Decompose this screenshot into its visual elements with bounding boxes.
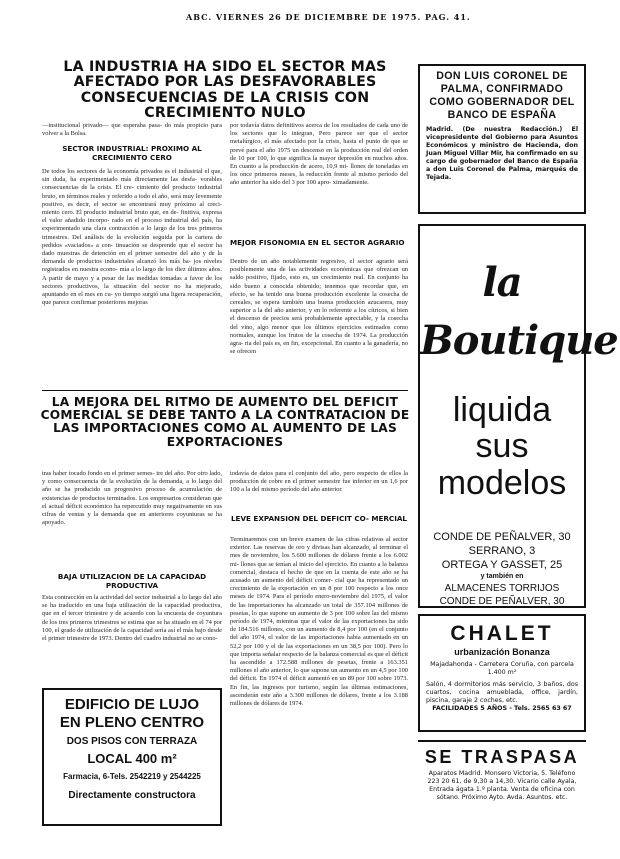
coronel-title: DON LUIS CORONEL DE PALMA, CONFIRMADO COMO GOBERNADOR DEL BANCO DE ESPAÑA xyxy=(429,70,575,121)
chalet-location: Majadahonda - Carretera Coruña, con parcela 1.400 m² xyxy=(430,661,574,676)
coronel-dateline: Madrid. (De nuestra Redacción.) xyxy=(426,126,563,133)
traspasa-title: SE TRASPASA xyxy=(424,747,580,767)
article1-col1: De todos los sectores de la economía privados es el industrial el que, sin duda, ha experimentado más directamente las desfa- vorables consecuencias de la crisis. El cre- cimiento del producto industrial bruto, en términos reales y referido a todo el año, será muy levemente positivo, es decir, el sector se encontrará muy próximo al creci- miento cero. El producto industrial bruto que, en de- finitiva, expresa el valor añadido incorpo- rado en el proceso industrial del país, ha experimentado una clara contracción a lo largo de los tres primeros trimestres. Del análisis de la evolución seguida por la cartera de pedidos «vaciados» a con- tinuación se desprende que el sector ha dado muestras de detención en el primer semestre del año y de la demanda de productos industriales alcanzó los más ba- jos niveles registrados en nuestra econo- mía a lo largo de los diez últimos años. A partir de mayo y a pesar de las medidas tomadas a favor de los sectores productivos, la situación del sector no ha mejorado, apuntando en el mes en cu- yo tiempo surgió una ligera recuperación, que parece confirmar posteriores mejoras xyxy=(42,168,222,307)
ad-se-traspasa xyxy=(418,740,586,814)
ad-lujo-line1: EDIFICIO DE LUJO xyxy=(64,696,200,713)
boutique-modelos: modelos xyxy=(437,464,567,502)
headline-industria: LA INDUSTRIA HA SIDO EL SECTOR MAS AFECTADO POR LAS DESFAVORABLES CONSECUENCIAS DE LA CRISIS CON CRECIMIENTO NULO xyxy=(63,59,387,121)
boutique-tambien: y también en xyxy=(480,573,524,580)
ad-lujo-line4: LOCAL 400 m² xyxy=(87,751,177,766)
boutique-address-3: ORTEGA Y GASSET, 25 xyxy=(441,559,563,571)
chalet-title: CHALET xyxy=(450,622,554,645)
article2-col2: todavía de datos para el conjunto del año, pero respecto de ellos la producción de cobre en el primer semestre fue inferior en un 1,6 por 100 a la del mismo período del año anterior. xyxy=(230,470,408,494)
coronel-body: El vicepresidente del Gobierno para Asuntos Económicos y ministro de Hacienda, don Juan Miguel Villar Mir, ha confirmado en su cargo de gobernador del Banco de España a don Luis Coronel de Palma, marqués de Tejada. xyxy=(426,126,579,181)
headline-deficit-comercial: LA MEJORA DEL RITMO DE AUMENTO DEL DEFICIT COMERCIAL SE DEBE TANTO A LA CONTRATACION DE LAS IMPORTACIONES COMO AL AUMENTO DE LAS EXPORTACIONES xyxy=(40,395,410,449)
ad-lujo-phones: Farmacia, 6-Tels. 2542219 y 2544225 xyxy=(63,772,201,781)
ad-lujo-line3: DOS PISOS CON TERRAZA xyxy=(66,736,198,747)
ad-edificio-lujo xyxy=(42,688,222,826)
article2-col2b: Terminaremos con un breve examen de las cifras relativas al sector exterior. Las reservas de oro y divisas han alcanzado, al terminar el mes de noviembre, los 5.600 millones de dólares frente a los 6.002 mi- llones que se tenían al inicio del ejercicio. En cuanto a la balanza comercial, destaca el hecho de que en la cuenta de este año se ha acusado un aumento del déficit comer- cial que ha representado un crecimiento de la exportación en un 8 por 100 respecto a los once meses de 1974. Para el período enero-noviembre del 1975, el valor de las importaciones ha alcanzado un total de 357.104 millones de pesetas, lo que supone un aumento de 3 por 100 sobre las del mismo período de 1974, mientras que el valor de las exportaciones ha sido de 184.516 millones, con un aumento de 8,4 por 100 (en el conjunto del año 1974, el valor de las importaciones había aumentado en un 52,2 por 100 y el de las exportaciones en un 38,5 por 100). Pero lo que importa señalar respecto de la balanza comercial es que el déficit ha ascendido a 172.588 millones de pesetas, frente a 163.351 millones el año anterior, lo que supone un aumento en un 4,5 por 100 del déficit. En 1974 el déficit aumentó en un 89 por 100 sobre 1973. En fin, las ingresos por turismo, según las últimas estimaciones, ascenderán este año a 3.300 millones de dólares, frente a los 3.188 millones de dólares de 1974. xyxy=(230,536,408,708)
chalet-subtitle: urbanización Bonanza xyxy=(454,647,550,657)
boutique-address-4: CONDE DE PEÑALVER, 30 xyxy=(439,596,565,607)
ad-la-boutique xyxy=(418,224,618,608)
boutique-liquida: liquida xyxy=(452,391,552,429)
chalet-phones: FACILIDADES 5 AÑOS - Tels. 2565 63 67 xyxy=(432,705,572,712)
traspasa-body: Aparatos Madrid. Monsero Victoria, 5. Teléfono 223 20 61, de 9,30 a 14,30. Vicario calle Ayala, Entrada ágata 1.º planta. Venta de oficina con sótano. Próximo Ayto. Avda. Asuntos. etc. xyxy=(427,770,577,801)
ad-chalet xyxy=(418,614,586,732)
boutique-logo: la Boutique xyxy=(420,259,618,364)
boutique-almacenes: ALMACENES TORRIJOS xyxy=(444,583,560,594)
article2-col1b: Esta contracción en la actividad del sector industrial a lo largo del año se ha traducido en una baja utilización de la capacidad productiva, que en el tercer trimestre y de acuerdo con la encuesta de coyuntura de los tres primeros trimestres se estima que se ha situado en el 74 por 100, el grado de utilización de la capacidad sería así el más bajo desde el primer trimestre de 1973. Dentro del cuadro industrial no se cono- xyxy=(42,594,222,643)
boutique-address-2: SERRANO, 3 xyxy=(468,545,536,557)
article1-col2: por todavía datos definitivos acerca de los resultados de cada uno de los sectores que lo integran, Pero parece ser que el sector metalúrgico, el más afectado por la crisis, hasta el punto de que se prevé para el año 1975 un descenso en la producción real del orden de 10 por 100, lo que significa la mayor depresión en muchos años. En cuanto a la producción de acero, 10,9 mi- llones de toneladas en los once primeros meses, la reducción frente al mismo período del año anterior ha sido del 3 por 100 apro- ximadamente. xyxy=(230,122,408,187)
page-header: ABC. VIERNES 26 DE DICIEMBRE DE 1975. PAG. 41. xyxy=(186,12,471,22)
article1-lead: —institucional privado— que esperaba pasa- do más propicio para volver a la Bolsa. xyxy=(42,122,222,138)
boutique-address-1: CONDE DE PEÑALVER, 30 xyxy=(433,531,571,543)
boutique-sus: sus xyxy=(475,427,529,465)
chalet-body: Salón, 4 dormitorios más servicio, 3 baños, dos cuartos, cocina amueblada, office, jardín, piscina, garaje 2 coches, etc. xyxy=(426,681,578,704)
subhead-baja-utilizacion: BAJA UTILIZACION DE LA CAPACIDAD PRODUCTIVA xyxy=(57,572,207,590)
article2-col1: tras haber tocado fondo en el primer semes- tre del año. Por otro lado, y como consecuencia de la evolución de la demanda, a lo largo del año se ha producido un progresivo proceso de acumulación de existencias de productos terminados. Los empresarios consideran que el actual déficit económico ha repercutido muy negativamente en sus cifras de ventas y la demanda que en anteriores coyunturas se ha apoyado. xyxy=(42,470,222,527)
divider xyxy=(42,390,408,391)
news-coronel-de-palma xyxy=(418,64,586,214)
ad-lujo-line2: EN PLENO CENTRO xyxy=(59,714,205,731)
article1-col2b: Dentro de un año notablemente regresivo, el sector agrario será posiblemente una de las actividades económicas que ofrezcan un saldo positivo, fijado, esto es, un crecimiento real. En conjunto ha sido bueno a conocida obtenido; tenemos que recordar que, en efecto, se ha tenido una buena producción excelente la cosecha de cereales, se espera también una buena producción azucarera, muy superior a la del año anterior, y en lo referente a los cítricos, si bien el descenso de precios será probablemente apreciable, y la cosecha del vino, algo menor que los últimos ejercicios estimados como normales, aunque los frutos de la cosecha de 1974. La producción agra- ria del país es, en fin, excepcional. En cuanto a la ganadería, no se ofrecen xyxy=(230,258,408,356)
ad-lujo-constructora: Directamente constructora xyxy=(68,790,196,801)
subhead-sector-agrario: MEJOR FISONOMIA EN EL SECTOR AGRARIO xyxy=(230,238,405,247)
subhead-leve-expansion: LEVE EXPANSION DEL DEFICIT CO- MERCIAL xyxy=(230,514,408,523)
subhead-sector-industrial: SECTOR INDUSTRIAL: PROXIMO AL CRECIMIENTO CERO xyxy=(62,144,202,162)
